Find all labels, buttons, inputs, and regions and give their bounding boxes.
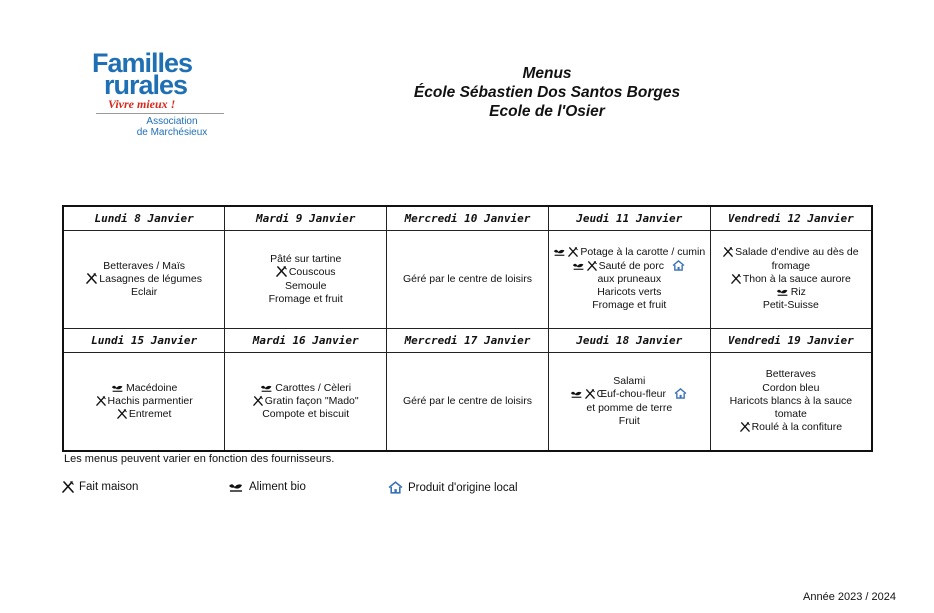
leaf-icon [228, 481, 244, 493]
fork-knife-icon [96, 396, 106, 406]
page-title [380, 64, 714, 121]
menu-cell-fri-12 [710, 231, 872, 329]
day-header: Lundi 15 Janvier [63, 329, 225, 353]
dish: Lasagnes de légumes [99, 272, 203, 285]
fork-knife-icon [585, 389, 595, 399]
dish-line [68, 408, 220, 421]
menu-cell-wed-10 [387, 231, 549, 329]
fork-knife-icon [731, 274, 741, 284]
supplier-footnote: Les menus peuvent varier en fonction des fournisseurs. [64, 453, 335, 465]
leaf-icon [572, 261, 585, 271]
dish-line [229, 266, 382, 279]
dish: Salade d'endive au dès de [735, 246, 859, 259]
day-header: Vendredi 19 Janvier [710, 329, 872, 353]
dish: Petit-Suisse [762, 299, 819, 312]
day-header: Mercredi 10 Janvier [387, 206, 549, 231]
logo-word-rurales: rurales [104, 70, 188, 100]
dish: aux pruneaux [597, 272, 662, 285]
assoc-line2: de Marchésieux [136, 127, 208, 138]
menu-cell-thu-11 [548, 231, 710, 329]
dish: fromage [771, 259, 811, 272]
dish: Carottes / Cèleri [275, 381, 352, 394]
leaf-icon [260, 383, 273, 393]
menu-table [62, 205, 873, 452]
dish: Salami [613, 374, 646, 387]
familles-rurales-logo [92, 36, 242, 136]
week1-menu-row [63, 231, 872, 329]
leaf-icon [553, 247, 566, 257]
dish: Hachis parmentier [107, 394, 193, 407]
fork-knife-icon [62, 481, 74, 493]
dish: Pâté sur tartine [270, 252, 342, 265]
logo-word-familles: Familles [92, 48, 193, 78]
legend-local [388, 481, 518, 494]
leaf-icon [776, 287, 789, 297]
dish: tomate [774, 408, 807, 421]
legend-homemade [62, 481, 138, 493]
dish: Riz [790, 286, 806, 299]
dish-line [553, 246, 706, 259]
logo-association [122, 116, 222, 138]
dish: Potage à la carotte / cumin [580, 246, 706, 259]
dish-line [68, 382, 220, 395]
menu-cell-mon-15 [63, 353, 225, 452]
dish: Œuf-chou-fleur [596, 388, 667, 401]
title-line3: Ecole de l'Osier [489, 103, 605, 120]
day-header: Jeudi 11 Janvier [548, 206, 710, 231]
dish: Fromage et fruit [592, 299, 667, 312]
fork-knife-icon [568, 247, 578, 257]
dish: Compote et biscuit [262, 408, 350, 421]
fork-knife-icon [86, 273, 97, 284]
dish: Géré par le centre de loisirs [403, 394, 532, 407]
dish: Cordon bleu [762, 381, 820, 394]
logo-divider [96, 113, 224, 114]
menu-cell-mon-8 [63, 231, 225, 329]
dish-line [715, 286, 867, 299]
dish: Eclair [131, 286, 158, 299]
dish-line [715, 421, 867, 434]
day-header: Jeudi 18 Janvier [548, 329, 710, 353]
dish: Fromage et fruit [268, 292, 343, 305]
house-icon [672, 260, 685, 271]
dish: Roulé à la confiture [751, 421, 843, 434]
dish: Macédoine [125, 381, 178, 394]
dish: Haricots verts [597, 286, 662, 299]
fork-knife-icon [117, 409, 127, 419]
day-header: Lundi 8 Janvier [63, 206, 225, 231]
dish-line [229, 395, 382, 408]
menu-cell-thu-18 [548, 353, 710, 452]
dish: Sauté de porc [598, 259, 664, 272]
dish: Entremet [128, 408, 172, 421]
menu-cell-wed-17 [387, 353, 549, 452]
dish: Fruit [618, 414, 640, 427]
assoc-line1: Association [146, 116, 198, 127]
menu-cell-tue-9 [225, 231, 387, 329]
title-line1: Menus [522, 65, 572, 82]
menu-cell-fri-19 [710, 353, 872, 452]
dish: Gratin façon "Mado" [264, 394, 359, 407]
legend-label: Fait maison [79, 481, 139, 493]
week2-header-row [63, 329, 872, 353]
dish: et pomme de terre [586, 401, 673, 414]
day-header: Mercredi 17 Janvier [387, 329, 549, 353]
dish: Thon à la sauce aurore [742, 272, 851, 285]
fork-knife-icon [276, 266, 287, 277]
fork-knife-icon [587, 261, 597, 271]
house-icon [674, 388, 687, 399]
week2-menu-row [63, 353, 872, 452]
dish-line [553, 388, 706, 401]
legend-label: Produit d'origine local [408, 481, 518, 494]
title-line2: École Sébastien Dos Santos Borges [413, 84, 681, 101]
day-header: Mardi 9 Janvier [225, 206, 387, 231]
day-header: Vendredi 12 Janvier [710, 206, 872, 231]
fork-knife-icon [253, 396, 263, 406]
menu-cell-tue-16 [225, 353, 387, 452]
dish-line [553, 260, 706, 273]
dish-line [715, 273, 867, 286]
dish: Couscous [288, 266, 336, 279]
legend-organic [228, 481, 306, 493]
fork-knife-icon [740, 422, 750, 432]
dish-line [68, 395, 220, 408]
day-header: Mardi 16 Janvier [225, 329, 387, 353]
dish-line [229, 382, 382, 395]
house-icon [388, 481, 403, 494]
dish: Géré par le centre de loisirs [403, 272, 532, 285]
logo-tagline: Vivre mieux ! [108, 97, 176, 111]
dish: Betteraves [765, 368, 816, 381]
leaf-icon [570, 389, 583, 399]
dish: Semoule [284, 279, 327, 292]
dish: Haricots blancs à la sauce [729, 394, 853, 407]
dish-line [68, 273, 220, 286]
legend-label: Aliment bio [249, 481, 306, 493]
leaf-icon [111, 383, 124, 393]
fork-knife-icon [723, 247, 733, 257]
school-year: Année 2023 / 2024 [803, 591, 896, 603]
dish-line [715, 246, 867, 259]
dish: Betteraves / Maïs [103, 259, 185, 272]
week1-header-row [63, 206, 872, 231]
